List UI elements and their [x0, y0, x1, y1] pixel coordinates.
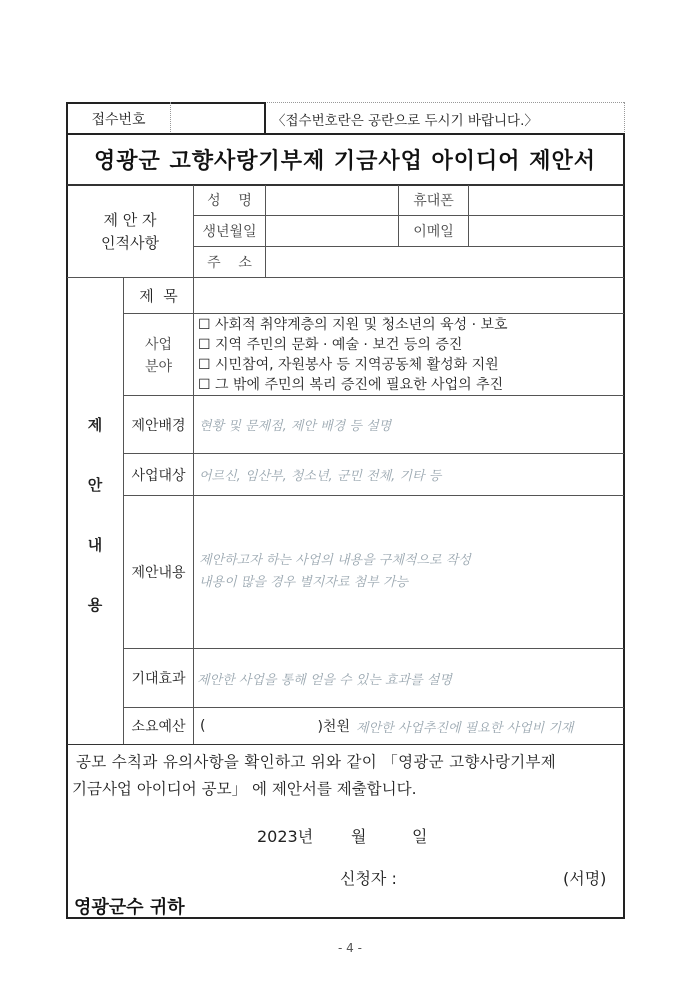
subject-label: 제 목 [139, 287, 178, 305]
business-field-option[interactable] [198, 315, 622, 335]
addressee: 영광군수 귀하 [74, 897, 185, 918]
address-label: 주 소 [207, 255, 252, 271]
proposal-row-divider [123, 313, 624, 314]
declaration-text-line2: 기금사업 아이디어 공모」 에 제안서를 제출합니다. [72, 780, 417, 798]
business-field-option[interactable] [198, 375, 622, 395]
proposal-section-char: 제 [87, 416, 103, 434]
proposal-section-char: 내 [87, 536, 103, 554]
birth-label: 생년월일 [202, 224, 257, 240]
option-label: 그 밖에 주민의 복리 증진에 필요한 사업의 추진 [215, 377, 504, 393]
effect-field[interactable]: 제안한 사업을 통해 얻을 수 있는 효과를 설명 [197, 672, 452, 688]
birth-field[interactable] [266, 216, 398, 246]
checkbox-icon[interactable]: ☐ [198, 337, 211, 353]
business-field-option[interactable] [198, 335, 622, 355]
signature-label: (서명) [563, 869, 607, 888]
phone-field[interactable] [469, 185, 623, 215]
budget-hint: 제안한 사업추진에 필요한 사업비 기재 [355, 720, 574, 736]
target-field[interactable]: 어르신, 임산부, 청소년, 군민 전체, 기타 등 [199, 469, 442, 484]
proposal-section-label [67, 278, 123, 744]
applicant-signature-label: 신청자 : [340, 869, 397, 888]
option-label: 사회적 취약계층의 지원 및 청소년의 육성 · 보호 [215, 317, 508, 333]
background-field[interactable]: 현황 및 문제점, 제안 배경 등 설명 [199, 419, 392, 434]
business-field-options [198, 315, 622, 395]
receipt-note: 〈접수번호란은 공란으로 두시기 바랍니다.〉 [272, 112, 538, 129]
email-label: 이메일 [413, 224, 454, 240]
applicant-section-label-line2: 인적사항 [101, 234, 159, 252]
email-field[interactable] [469, 216, 623, 246]
date-day: 일 [412, 827, 428, 846]
proposal-bottom-border [67, 744, 624, 745]
budget-row [200, 708, 623, 744]
subject-field[interactable] [194, 278, 623, 313]
budget-label: 소요예산 [131, 719, 186, 735]
receipt-note-divider [264, 102, 266, 134]
applicant-section-label-line1: 제 안 자 [103, 211, 157, 229]
checkbox-icon[interactable]: ☐ [198, 317, 211, 333]
applicant-signature-field[interactable] [410, 864, 550, 888]
business-field-option[interactable] [198, 355, 622, 375]
receipt-number-field[interactable] [171, 103, 264, 134]
phone-label: 휴대폰 [413, 193, 454, 209]
checkbox-icon[interactable]: ☐ [198, 377, 211, 393]
proposal-section-char: 용 [87, 596, 103, 614]
business-field-label-line1: 사업 [144, 336, 173, 353]
address-field[interactable] [266, 247, 623, 277]
proposal-col-divider [193, 277, 194, 744]
content-hint-line1: 제안하고자 하는 사업의 내용을 구체적으로 작성 [199, 553, 471, 568]
option-label: 시민참여, 자원봉사 등 지역공동체 활성화 지원 [215, 357, 499, 373]
business-field-label-line2: 분야 [144, 358, 173, 375]
budget-unit: )천원 [317, 719, 350, 735]
target-label: 사업대상 [131, 467, 186, 484]
name-field[interactable] [266, 185, 398, 215]
date-year: 2023년 [257, 827, 314, 846]
proposal-section-char: 안 [87, 476, 103, 494]
option-label: 지역 주민의 문화 · 예술 · 보건 등의 증진 [215, 337, 463, 353]
content-field[interactable] [199, 496, 623, 648]
business-field-label [124, 314, 193, 395]
table-right-border [623, 134, 625, 919]
content-hint-line2: 내용이 많을 경우 별지자료 첨부 가능 [199, 575, 409, 590]
date-month: 월 [351, 827, 367, 846]
page-number: - 4 - [338, 941, 362, 955]
declaration-text-line1: 공모 수칙과 유의사항을 확인하고 위와 같이 「영광군 고향사랑기부제 [76, 753, 557, 771]
form-title: 영광군 고향사랑기부제 기금사업 아이디어 제안서 [94, 149, 596, 174]
applicant-section-label [67, 185, 193, 277]
budget-open-paren: ( [200, 718, 206, 734]
effect-label: 기대효과 [131, 671, 186, 687]
content-label: 제안내용 [131, 565, 186, 581]
checkbox-icon[interactable]: ☐ [198, 357, 211, 373]
receipt-label: 접수번호 [91, 111, 146, 128]
background-label: 제안배경 [131, 417, 186, 434]
name-label: 성 명 [207, 193, 252, 209]
table-right-dotted-border-top [624, 102, 625, 134]
